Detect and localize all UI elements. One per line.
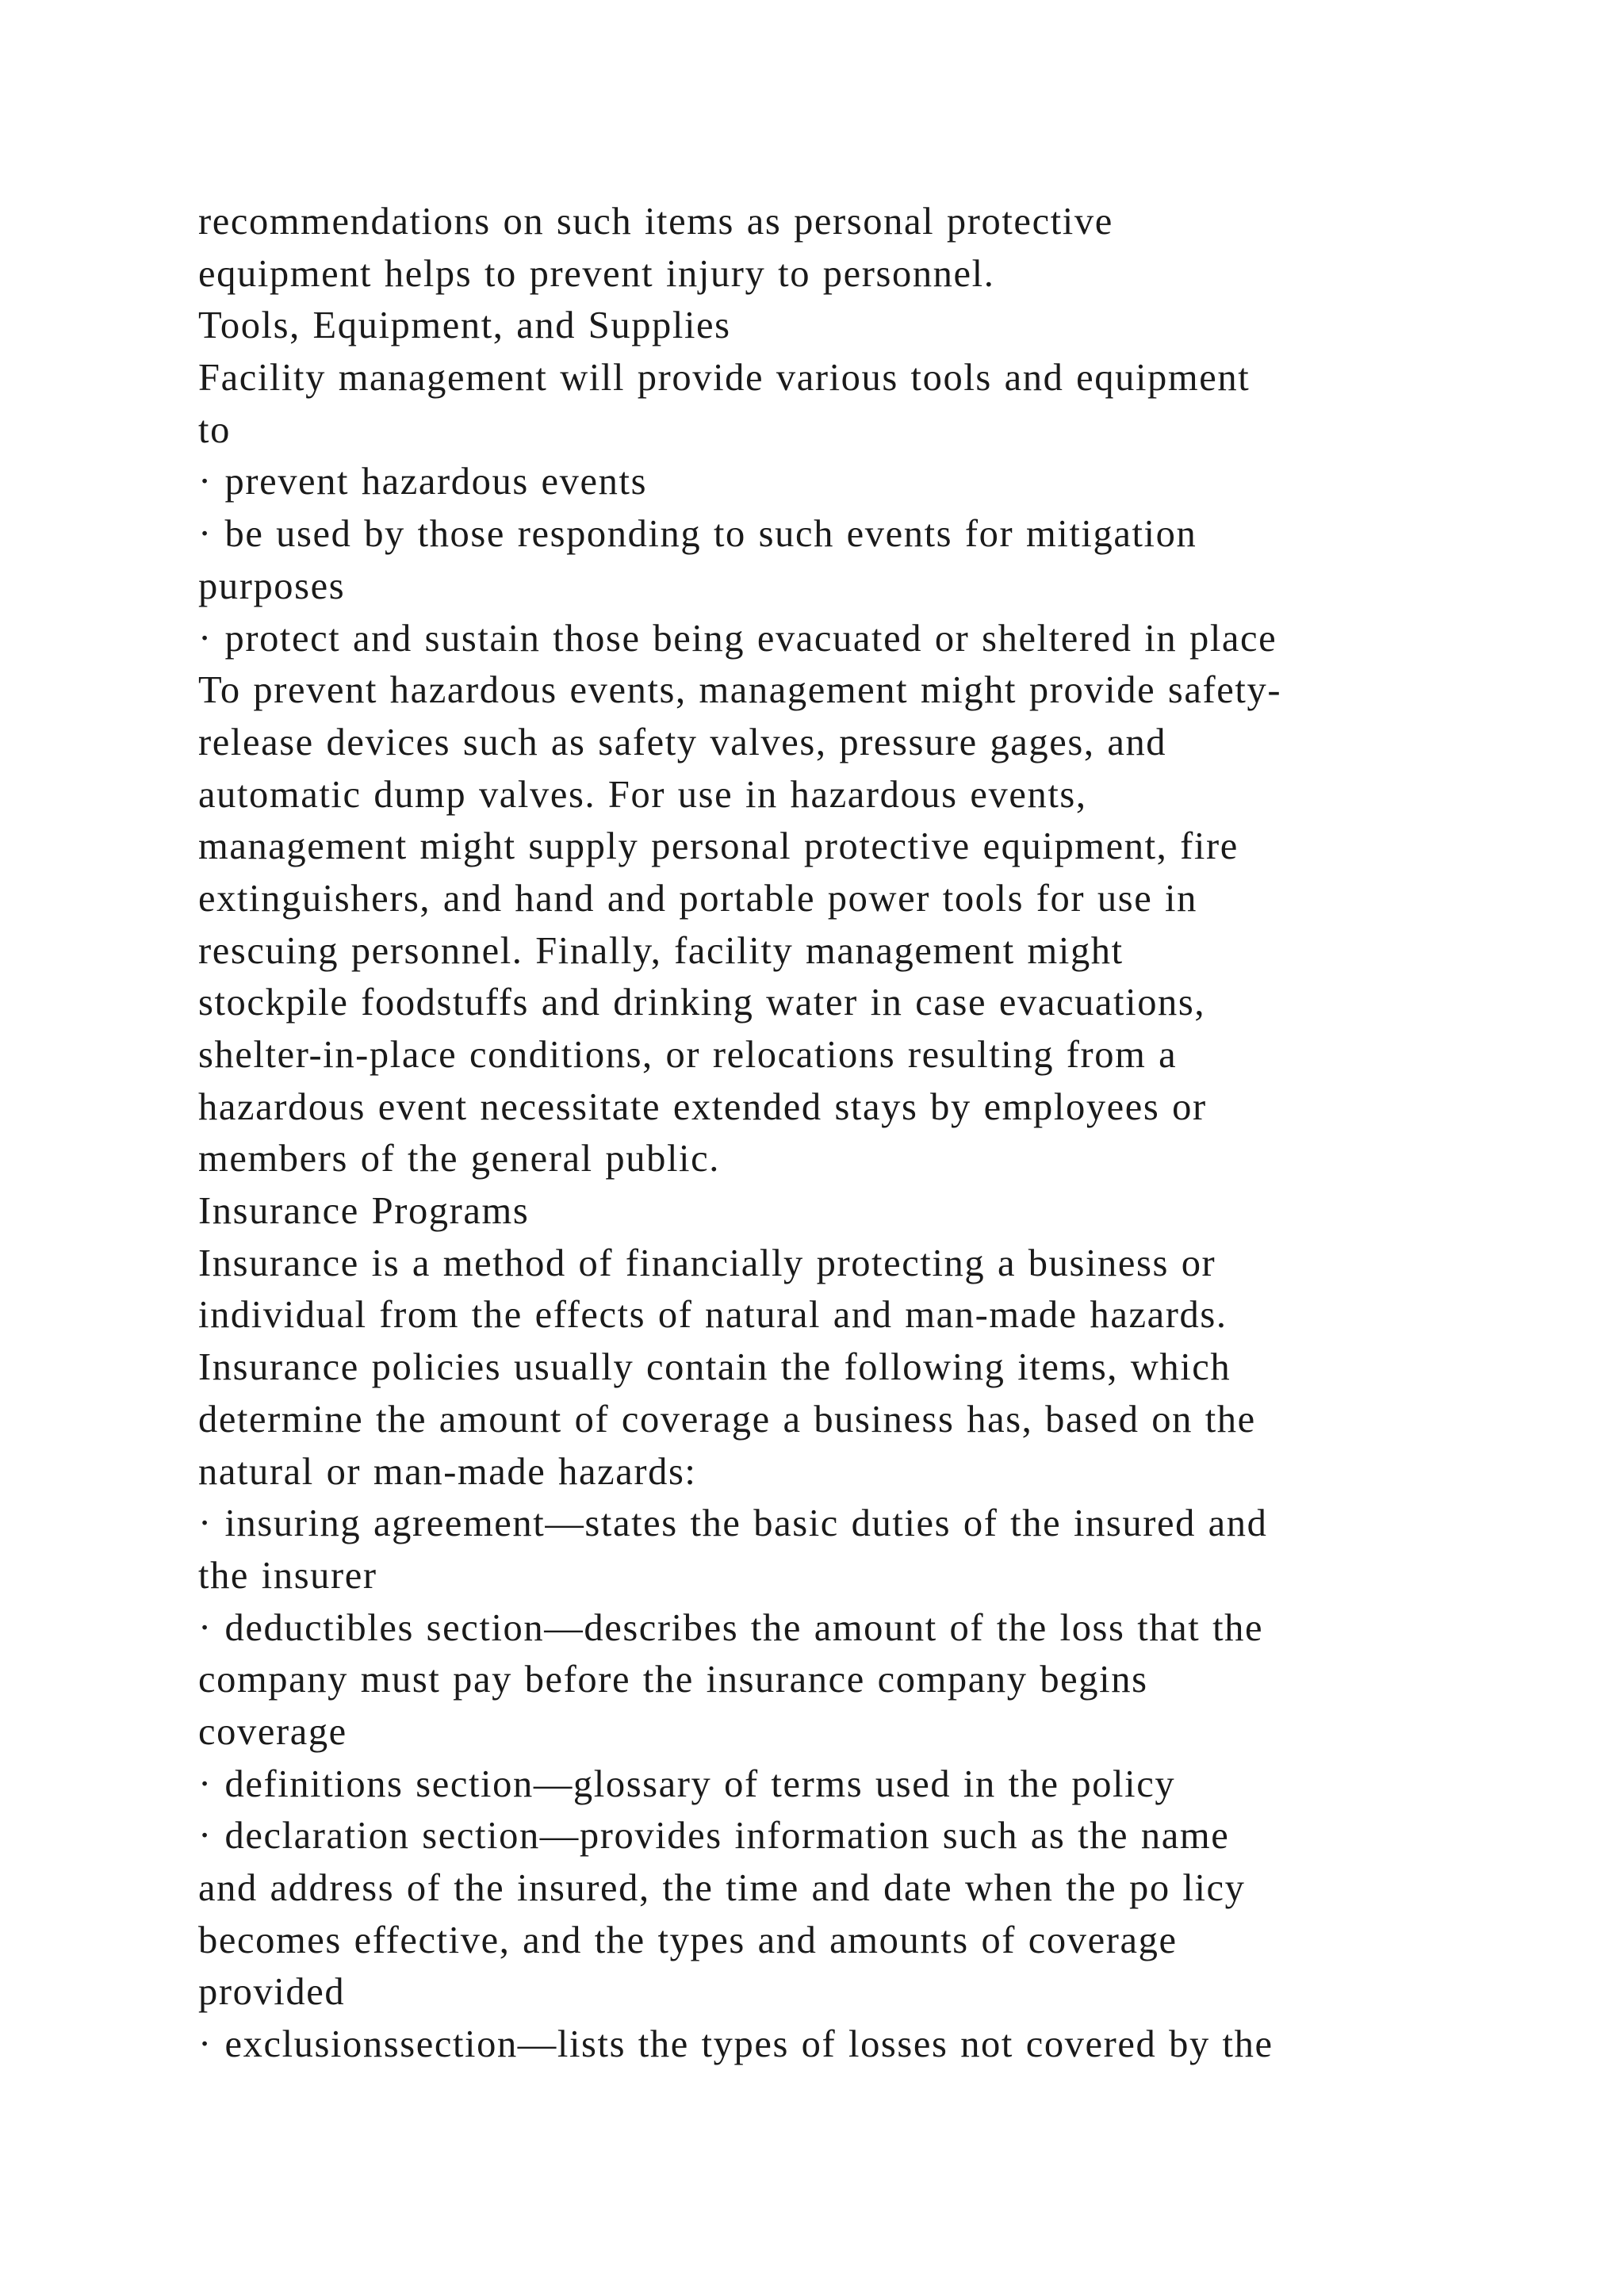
text-line: natural or man-made hazards:	[198, 1450, 697, 1493]
text-line: individual from the effects of natural and man-made hazards.	[198, 1294, 1228, 1337]
text-line: extinguishers, and hand and portable power tools for use in	[198, 877, 1197, 920]
bullet-item: · insuring agreement—states the basic duties of the insured and	[198, 1502, 1268, 1545]
text-line: company must pay before the insurance company begins	[198, 1659, 1148, 1701]
bullet-item: · protect and sustain those being evacuated or sheltered in place	[198, 617, 1277, 660]
text-line: purposes	[198, 564, 346, 607]
bullet-item: · be used by those responding to such events for mitigation	[198, 513, 1197, 556]
bullet-item: · exclusionssection—lists the types of losses not covered by the	[198, 2023, 1274, 2066]
text-line: the insurer	[198, 1554, 377, 1597]
text-line: automatic dump valves. For use in hazardous events,	[198, 773, 1087, 816]
document-body	[198, 196, 1546, 2071]
text-line: To prevent hazardous events, management might provide safety-	[198, 669, 1282, 712]
text-line: Insurance is a method of financially protecting a business or	[198, 1242, 1216, 1284]
bullet-item: · deductibles section—describes the amount of the loss that the	[198, 1606, 1264, 1649]
text-line: provided	[198, 1971, 346, 2014]
text-line: rescuing personnel. Finally, facility management might	[198, 929, 1124, 972]
bullet-item: · definitions section—glossary of terms used in the policy	[198, 1762, 1176, 1805]
text-line: hazardous event necessitate extended stays by employees or	[198, 1085, 1207, 1128]
text-line: recommendations on such items as personal protective	[198, 201, 1113, 243]
bullet-item: · prevent hazardous events	[198, 461, 648, 503]
text-line: becomes effective, and the types and amounts of coverage	[198, 1919, 1178, 1961]
text-line: to	[198, 408, 231, 451]
text-line: shelter-in-place conditions, or relocations resulting from a	[198, 1034, 1178, 1076]
text-line: management might supply personal protective equipment, fire	[198, 825, 1239, 868]
text-line: members of the general public.	[198, 1138, 720, 1181]
bullet-item: · declaration section—provides information such as the name	[198, 1815, 1230, 1858]
section-heading: Insurance Programs	[198, 1190, 530, 1233]
text-line: equipment helps to prevent injury to personnel.	[198, 252, 995, 295]
text-line: Facility management will provide various tools and equipment	[198, 357, 1251, 400]
text-line: Insurance policies usually contain the following items, which	[198, 1346, 1231, 1389]
text-line: stockpile foodstuffs and drinking water in case evacuations,	[198, 982, 1206, 1024]
text-line: and address of the insured, the time and date when the po licy	[198, 1867, 1246, 1909]
text-line: coverage	[198, 1710, 347, 1753]
section-heading: Tools, Equipment, and Supplies	[198, 304, 731, 347]
text-line: release devices such as safety valves, pressure gages, and	[198, 721, 1167, 763]
text-line: determine the amount of coverage a business has, based on the	[198, 1398, 1256, 1441]
